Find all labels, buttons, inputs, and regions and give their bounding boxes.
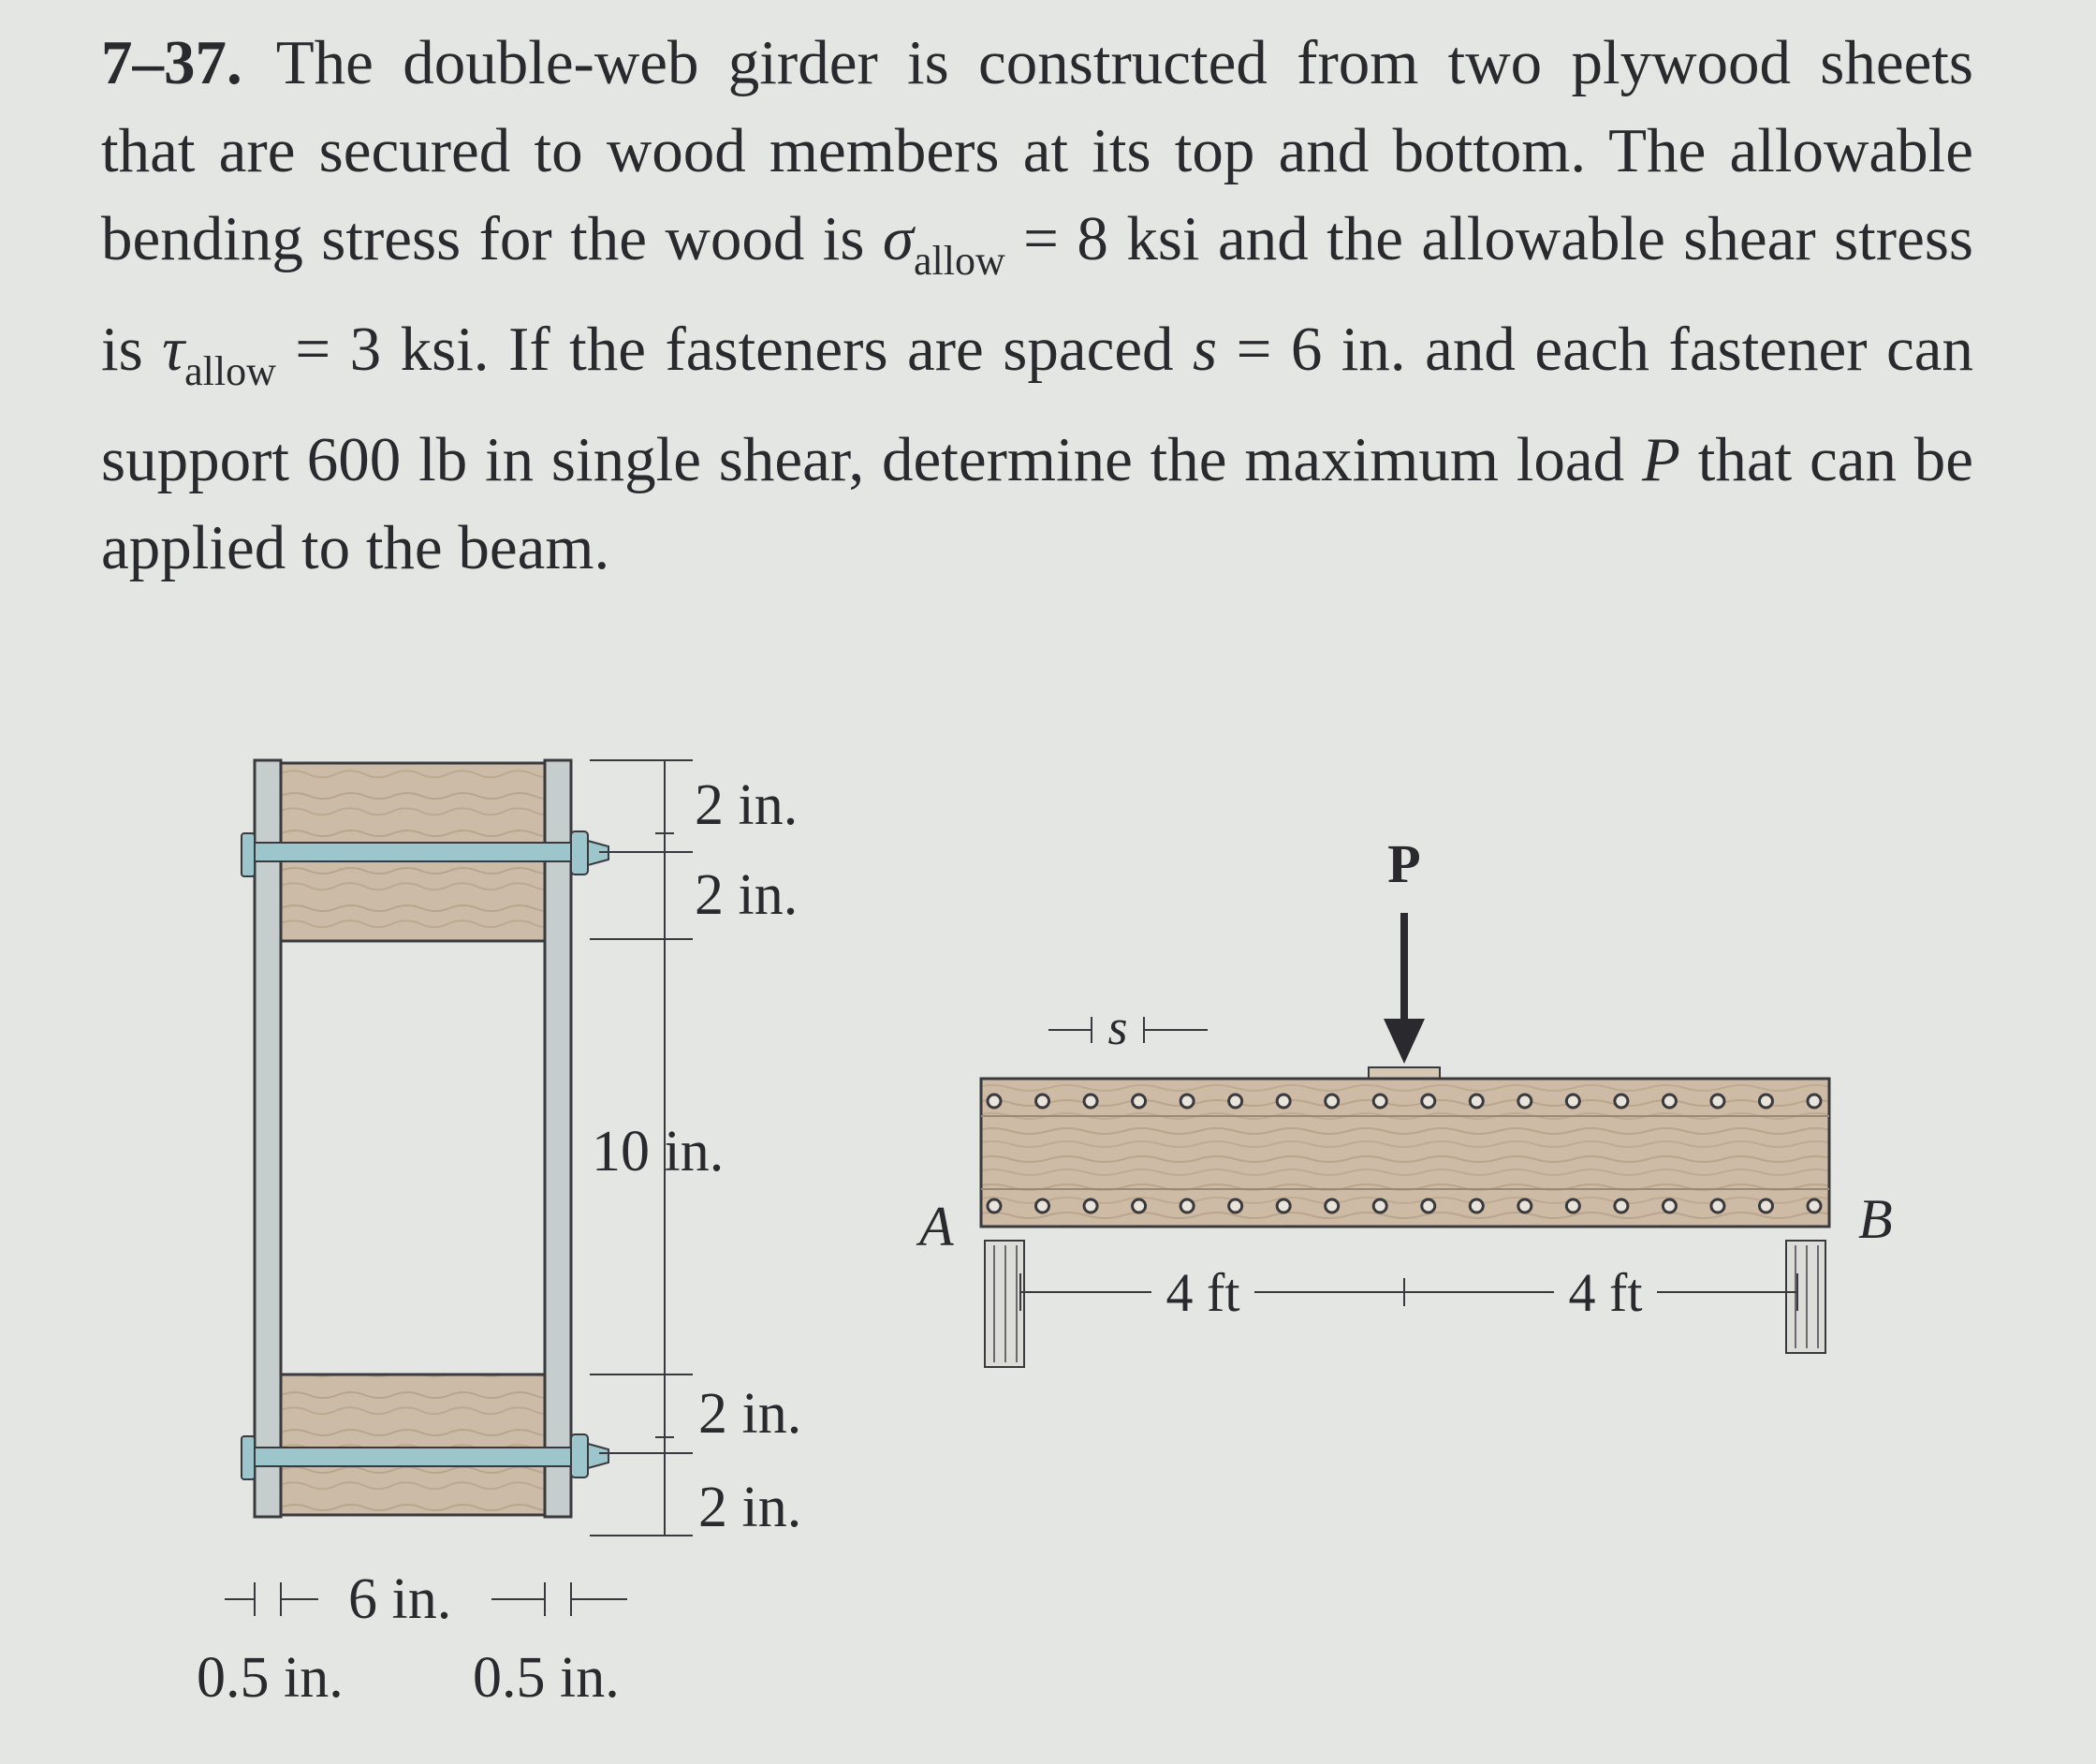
dim-bottom-flange-lower: 2 in. (698, 1476, 802, 1539)
beam-body (981, 1079, 1829, 1227)
fastener (1470, 1095, 1483, 1108)
fastener (1277, 1199, 1290, 1213)
tau-value: = 3 ksi. (275, 315, 490, 384)
fastener (1084, 1199, 1097, 1213)
dim-top-flange-upper: 2 in. (695, 773, 799, 837)
s-symbol: s (1193, 315, 1218, 384)
fastener (988, 1199, 1001, 1213)
cross-section (197, 760, 801, 1710)
fastener (1566, 1095, 1579, 1108)
spacing-label: s (1107, 999, 1128, 1055)
tau-symbol: τ (162, 315, 185, 384)
span-left-label: 4 ft (1165, 1262, 1240, 1323)
dim-top-flange-lower: 2 in. (695, 863, 799, 927)
fastener (1663, 1095, 1676, 1108)
support-a-label: A (919, 1196, 954, 1257)
fastener (1036, 1199, 1049, 1213)
problem-sentence-2a: If the fasteners are spaced (508, 315, 1194, 384)
fastener (1422, 1095, 1435, 1108)
support-b-label: B (1858, 1188, 1893, 1250)
fastener (1229, 1199, 1242, 1213)
fastener (1133, 1095, 1146, 1108)
fastener (1180, 1095, 1194, 1108)
fastener (1326, 1095, 1339, 1108)
fastener (1759, 1095, 1772, 1108)
load-label: P (1387, 833, 1421, 894)
tau-subscript: allow (184, 348, 276, 394)
span-right-label: 4 ft (1568, 1262, 1643, 1323)
right-plywood-web (545, 760, 571, 1517)
span-dimensions (1020, 1273, 1797, 1311)
fastener (1518, 1095, 1532, 1108)
fastener (1615, 1095, 1628, 1108)
fastener (1422, 1199, 1435, 1213)
dim-inner-width: 6 in. (348, 1567, 452, 1631)
problem-sentence-1: The double-web girder is constructed from two plywood sheets that are secured to wood members at its top and bottom. The allowable bending stress for the wood is (101, 28, 1973, 273)
fastener (1229, 1095, 1242, 1108)
problem-number: 7–37. (101, 28, 242, 97)
problem-sentence-2c: that can be applied to the beam. (101, 425, 1973, 582)
fastener (1518, 1199, 1532, 1213)
fastener (1133, 1199, 1146, 1213)
fastener (1566, 1199, 1579, 1213)
spacing-dimension (1048, 1017, 1208, 1043)
fastener (1373, 1199, 1386, 1213)
load-plate (1369, 1067, 1440, 1079)
fastener (1036, 1095, 1049, 1108)
fastener (1808, 1095, 1821, 1108)
fastener (1084, 1095, 1097, 1108)
beam-elevation (916, 833, 1893, 1367)
fastener (1808, 1199, 1821, 1213)
fastener (1470, 1199, 1483, 1213)
p-symbol: P (1641, 425, 1680, 494)
left-support (985, 1241, 1024, 1367)
fastener (1615, 1199, 1628, 1213)
fastener (1663, 1199, 1676, 1213)
load-arrow (1384, 913, 1425, 1064)
sigma-symbol: σ (882, 204, 914, 273)
bottom-wood-flange (281, 1374, 545, 1515)
fastener (988, 1095, 1001, 1108)
dim-right-web: 0.5 in. (473, 1646, 620, 1710)
fastener (1759, 1199, 1772, 1213)
hollow-interior (281, 941, 545, 1374)
fastener (1326, 1199, 1339, 1213)
fastener (1180, 1199, 1194, 1213)
fastener (1711, 1199, 1724, 1213)
fastener (1711, 1095, 1724, 1108)
fastener (1373, 1095, 1386, 1108)
left-plywood-web (255, 760, 281, 1517)
dim-left-web: 0.5 in. (197, 1646, 344, 1710)
sigma-value: = 8 ksi and the allowable shear stress is (101, 204, 1973, 384)
dim-bottom-flange-upper: 2 in. (698, 1382, 802, 1446)
sigma-subscript: allow (913, 238, 1005, 284)
fastener (1277, 1095, 1290, 1108)
right-support (1786, 1241, 1825, 1353)
problem-sentence-2b: = 6 in. and each fastener can support 600 lb in single shear, determine the maximum load (101, 315, 1973, 494)
dim-web-height: 10 in. (592, 1120, 725, 1183)
